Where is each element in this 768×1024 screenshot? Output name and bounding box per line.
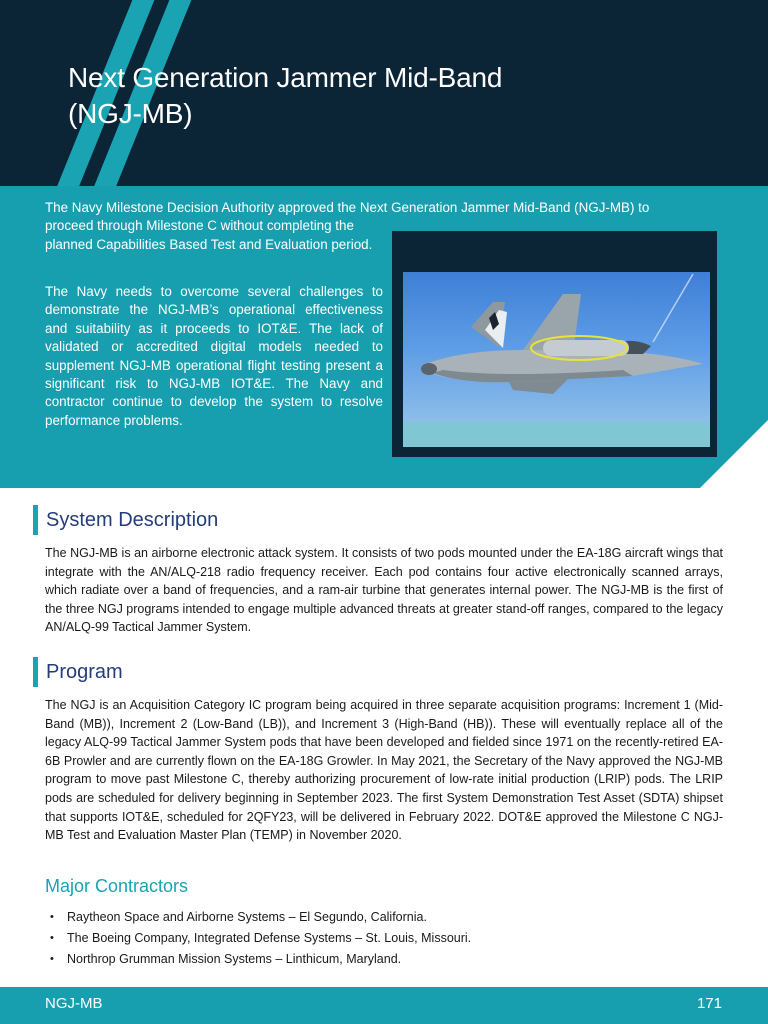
section-heading-system-description: System Description <box>33 505 218 535</box>
aircraft-photo <box>403 272 710 447</box>
list-item: • The Boeing Company, Integrated Defense Systems – St. Louis, Missouri. <box>45 928 725 949</box>
intro-paragraph-2: The Navy needs to overcome several challenges to demonstrate the NGJ-MB’s operational effectiveness and suitability as it proceeds to IOT&E. The lack of validated or accredited digital models needed to supplement NGJ-MB operational flight testing present a significant risk to NGJ-MB IOT&E. The Navy and contractor continue to develop the system to resolve performance problems. <box>45 284 383 428</box>
page-number: 171 <box>696 995 722 1012</box>
intro-paragraph-1-first-line: The Navy Milestone Decision Authority approved the Next Generation Jammer Mid-Band (NGJ-MB) to <box>45 200 650 215</box>
page-header <box>0 0 768 186</box>
program-text: The NGJ is an Acquisition Category IC program being acquired in three separate acquisition programs: Increment 1 (Mid-Band (MB)), Increment 2 (Low-Band (LB)), and Increment 3 (High-Band (HB)). These will eventually replace all of the legacy ALQ-99 Tactical Jammer System pods that have been developed and fielded since 1971 on the recently-retired EA-6B Prowler and are currently flown on the EA-18G Growler. In May 2021, the Secretary of the Navy approved the NGJ-MB program to move past Milestone C, thereby authorizing procurement of low-rate initial production (LRIP) pods. The LRIP pods are scheduled for delivery beginning in September 2023. The first System Demonstration Test Asset (SDTA) shipset that supports IOT&E, scheduled for 2QFY23, will be delivered in February 2022. DOT&E approved the Milestone C NGJ-MB Test and Evaluation Master Plan (TEMP) in November 2020. <box>45 698 723 843</box>
subheading-major-contractors: Major Contractors <box>45 876 189 896</box>
footer-program-name: NGJ-MB <box>45 995 103 1012</box>
page-footer <box>0 987 768 1024</box>
page-title <box>68 60 502 132</box>
system-description-text: The NGJ-MB is an airborne electronic attack system. It consists of two pods mounted under the EA-18G aircraft wings that integrate with the AN/ALQ-218 radio frequency receiver. Each pod contains four active electronically scanned arrays, which radiate over a band of frequencies, and a ram-air turbine that generates internal power. The NGJ-MB is the first of the three NGJ programs intended to engage multiple advanced threats at greater stand-off ranges, compared to the legacy AN/ALQ-99 Tactical Jammer System. <box>45 546 723 635</box>
list-item: • Northrop Grumman Mission Systems – Linthicum, Maryland. <box>45 949 725 970</box>
intro-paragraph-1: proceed through Milestone C without completing the planned Capabilities Based Test and Evaluation period. <box>45 218 373 252</box>
aircraft-illustration <box>403 272 710 447</box>
section-heading-program: Program <box>33 657 123 687</box>
title-line-2: (NGJ-MB) <box>68 98 193 129</box>
title-line-1: Next Generation Jammer Mid-Band <box>68 62 503 93</box>
photo-bottom-strip <box>403 422 710 447</box>
list-item: • Raytheon Space and Airborne Systems – El Segundo, California. <box>45 907 725 928</box>
contractor-list <box>45 907 725 970</box>
